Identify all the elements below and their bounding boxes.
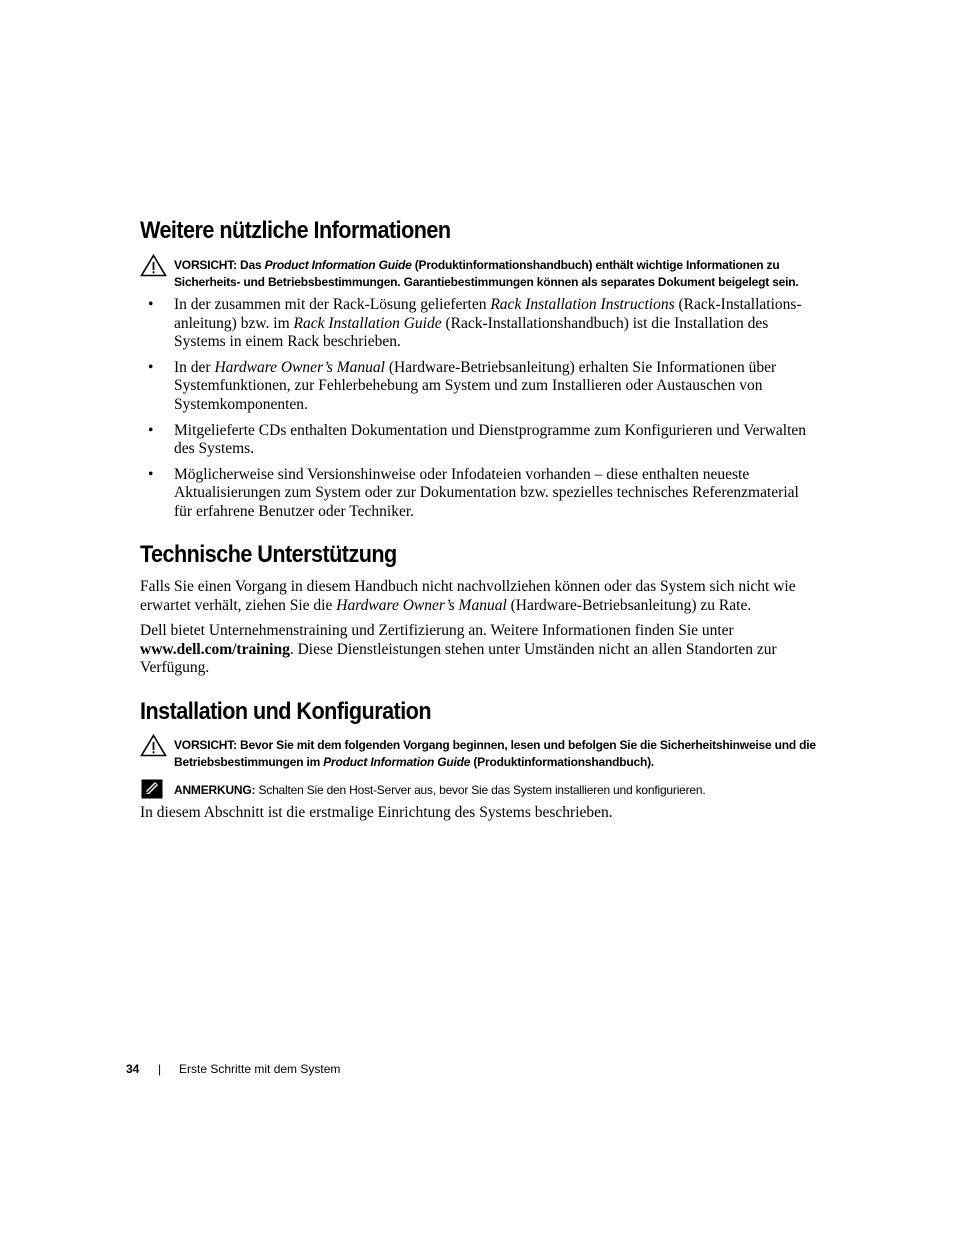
note-shutdown-host bbox=[174, 782, 824, 799]
warning-triangle-icon bbox=[140, 734, 167, 757]
caution-italic-title: Product Information Guide bbox=[264, 258, 412, 272]
training-link[interactable]: www.dell.com/training bbox=[140, 640, 290, 658]
paragraph-italic: Hardware Owner’s Manual bbox=[336, 596, 507, 614]
paragraph-text: . Diese Dienstleistungen stehen unter Umständen nicht an allen Standorten zur Verfügung. bbox=[140, 640, 777, 677]
footer-separator: | bbox=[158, 1062, 162, 1076]
caution-product-information bbox=[174, 257, 824, 291]
list-item-italic: Rack Installation Guide bbox=[293, 314, 442, 332]
warning-triangle-icon bbox=[140, 254, 167, 277]
caution-text-pre: Bevor Sie mit dem folgenden Vorgang beginnen, lesen und befolgen Sie die Sicherheitshinweise und die Betriebsbestimmungen im bbox=[174, 738, 816, 769]
heading-technical-support: Technische Unterstützung bbox=[140, 541, 397, 568]
bullet-icon: • bbox=[148, 465, 154, 483]
page-number: 34 bbox=[126, 1062, 140, 1076]
footer-chapter-title: Erste Schritte mit dem System bbox=[179, 1062, 341, 1076]
list-item-text: Mitgelieferte CDs enthalten Dokumentation und Dienstprogramme zum Konfigurieren und Verwalten des Systems. bbox=[174, 421, 807, 458]
list-item-text: (Hardware-Betriebsanleitung) erhalten Sie Informationen über Systemfunktionen, zur Fehlerbehebung am System und zum Installieren oder Austauschen von Systemkomponenten. bbox=[174, 358, 777, 413]
caution-text-post: (Produktinformationshandbuch) enthält wichtige Informationen zu Sicherheits- und Betriebsbestimmungen. Garantiebestimmungen können als separates Dokument beigelegt sein. bbox=[174, 258, 799, 289]
list-item bbox=[140, 296, 820, 352]
list-item bbox=[140, 359, 820, 415]
paragraph-text: Falls Sie einen Vorgang in diesem Handbuch nicht nachvollziehen können oder das System sich nicht wie erwartet verhält, ziehen Sie die bbox=[140, 578, 796, 614]
list-item-italic: Hardware Owner’s Manual bbox=[214, 358, 385, 376]
list-item bbox=[140, 422, 820, 459]
support-paragraph-1 bbox=[140, 578, 810, 615]
paragraph-text: Dell bietet Unternehmenstraining und Zertifizierung an. Weitere Informationen finden Sie unter bbox=[140, 622, 734, 639]
caution-italic-title: Product Information Guide bbox=[323, 755, 471, 769]
heading-further-information: Weitere nützliche Informationen bbox=[140, 217, 451, 244]
caution-text-post: (Produktinformationshandbuch). bbox=[473, 755, 655, 769]
caution-text-pre: Das bbox=[240, 258, 262, 272]
support-paragraph-2 bbox=[140, 622, 810, 678]
list-item bbox=[140, 466, 820, 522]
list-item-text: In der bbox=[174, 358, 211, 376]
list-item-text: Möglicherweise sind Versionshinweise oder Infodateien vorhanden – diese enthalten neueste Aktualisierungen zum System oder zur Dokumentation bzw. spezielles technisches Referenzmaterial für erfahrene Benutzer oder Techniker. bbox=[174, 465, 799, 520]
note-label: ANMERKUNG: bbox=[174, 783, 256, 797]
pencil-note-icon bbox=[141, 779, 163, 799]
caution-label: VORSICHT: bbox=[174, 258, 237, 272]
list-item-italic: Rack Installation Instructions bbox=[490, 296, 675, 313]
caution-label: VORSICHT: bbox=[174, 738, 237, 752]
list-item-text: (Rack-Installationshandbuch) ist die Installation des Systems in einem Rack beschrieben. bbox=[174, 314, 769, 351]
paragraph-text: (Hardware-Betriebsanleitung) zu Rate. bbox=[510, 596, 752, 614]
bullet-icon: • bbox=[148, 358, 154, 376]
bullet-icon: • bbox=[148, 421, 154, 439]
list-item-text: (Rack-Installationsanleitung) bzw. im bbox=[174, 296, 802, 332]
heading-installation-configuration: Installation und Konfiguration bbox=[140, 698, 431, 725]
install-paragraph: In diesem Abschnitt ist die erstmalige Einrichtung des Systems beschrieben. bbox=[140, 804, 613, 821]
caution-safety-instructions bbox=[174, 737, 824, 771]
list-item-text: In der zusammen mit der Rack-Lösung gelieferten bbox=[174, 296, 487, 313]
note-text: Schalten Sie den Host-Server aus, bevor Sie das System installieren und konfigurieren. bbox=[258, 783, 706, 797]
bullet-icon: • bbox=[148, 296, 154, 313]
information-bullet-list bbox=[140, 296, 820, 529]
